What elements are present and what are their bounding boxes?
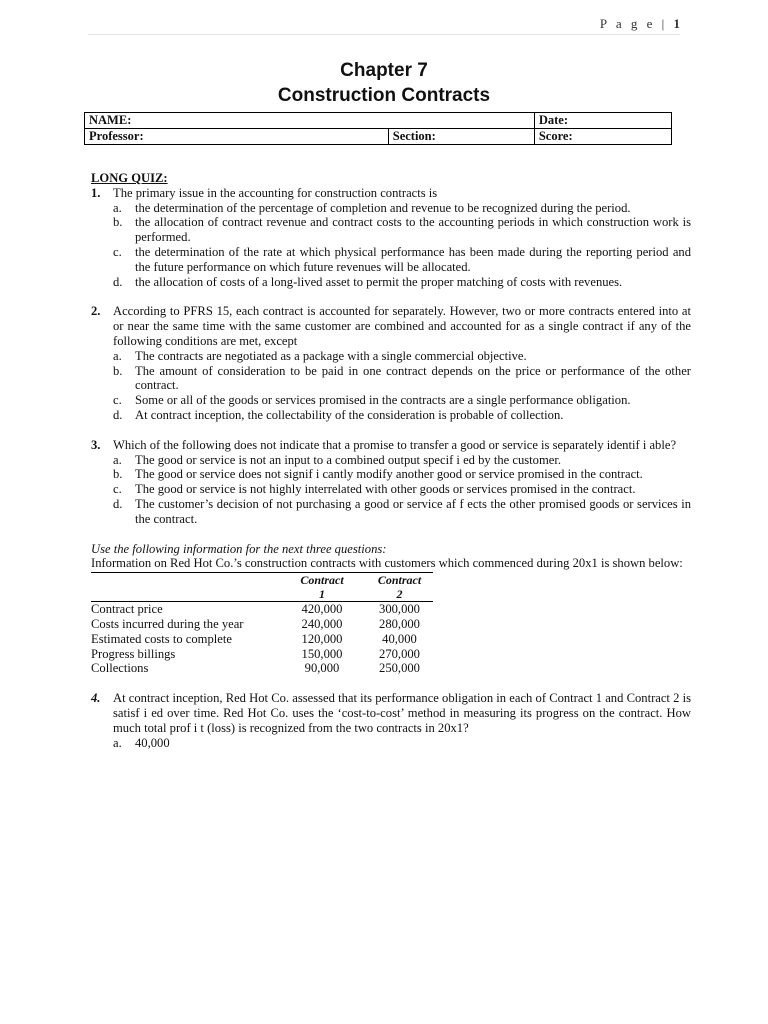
chapter-title: Chapter 7 — [340, 60, 428, 81]
score-field[interactable]: Score: — [534, 129, 671, 145]
question-number: 2. — [91, 304, 101, 319]
option-b[interactable] — [113, 215, 691, 245]
option-text: The good or service does not signif i cantly modify another good or service promised in the contract. — [135, 467, 643, 482]
contracts-table — [91, 572, 433, 676]
question-text: At contract inception, Red Hot Co. assessed that its performance obligation in each of Contract 1 and Contract 2 is satisf i ed over time. Red Hot Co. uses the ‘cost-to-cost’ method in measuring its progress on the contract. How much total prof i t (loss) is recognized from the two contracts in 20x1? — [113, 691, 691, 735]
option-letter: c. — [113, 244, 122, 259]
option-letter: b. — [113, 215, 123, 230]
option-text: The good or service is not highly interrelated with other goods or services promised in the contract. — [135, 482, 636, 497]
intro-text: Use the following information for the next three questions: — [91, 541, 387, 556]
page-header — [600, 16, 680, 32]
question-4 — [91, 691, 691, 750]
question-text: According to PFRS 15, each contract is accounted for separately. However, two or more contracts entered into at or near the same time with the same customer are combined and accounted for as a single contract if any of the following conditions are met, except — [113, 304, 691, 348]
option-d[interactable] — [113, 408, 691, 423]
page-label: P a g e | — [599, 16, 668, 31]
question-text: Which of the following does not indicate that a promise to transfer a good or service is separately identif i able? — [113, 437, 677, 452]
question-text: The primary issue in the accounting for construction contracts is — [113, 185, 438, 200]
option-text: Some or all of the goods or services promised in the contracts are a single performance obligation. — [135, 393, 631, 408]
option-letter: d. — [113, 496, 123, 511]
page-number: 1 — [673, 16, 680, 31]
professor-field[interactable]: Professor: — [85, 129, 389, 145]
option-text: The contracts are negotiated as a package with a single commercial objective. — [135, 348, 527, 363]
option-letter: b. — [113, 363, 123, 378]
option-text: At contract inception, the collectability of the consideration is probable of collection. — [135, 407, 564, 422]
title-block — [0, 58, 768, 108]
option-c[interactable] — [113, 482, 691, 497]
question-3 — [91, 438, 691, 527]
option-letter: a. — [113, 348, 122, 363]
name-field[interactable]: NAME: — [85, 113, 535, 129]
table-row: Estimated costs to complete 120,000 40,000 — [91, 631, 417, 646]
option-d[interactable] — [113, 275, 691, 290]
date-field[interactable]: Date: — [534, 113, 671, 129]
option-text: The customer’s decision of not purchasing a good or service af f ects the other promised goods or services in the contract. — [135, 496, 691, 526]
student-info-table — [84, 112, 672, 145]
section-field[interactable]: Section: — [388, 129, 534, 145]
option-c[interactable] — [113, 245, 691, 275]
option-text: 40,000 — [135, 735, 170, 750]
table-row: Costs incurred during the year 240,000 280,000 — [91, 616, 420, 631]
option-text: the allocation of contract revenue and contract costs to the accounting periods in which construction work is performed. — [135, 215, 691, 245]
info-text: Information on Red Hot Co.’s construction contracts with customers which commenced during 20x1 is shown below: — [91, 556, 683, 571]
option-text: the determination of the percentage of completion and revenue to be recognized during the period. — [135, 200, 631, 215]
option-letter: d. — [113, 274, 123, 289]
question-1 — [91, 186, 691, 290]
option-text: The amount of consideration to be paid in one contract depends on the price or performance of the other contract. — [135, 363, 691, 393]
option-letter: d. — [113, 407, 123, 422]
option-c[interactable] — [113, 393, 691, 408]
table-row: Contract price 420,000 300,000 — [91, 602, 420, 617]
header-divider — [88, 34, 680, 35]
question-number: 4. — [91, 691, 101, 706]
option-b[interactable] — [113, 467, 691, 482]
option-text: the allocation of costs of a long-lived asset to permit the proper matching of costs with revenues. — [135, 274, 623, 289]
option-letter: c. — [113, 482, 122, 497]
option-letter: b. — [113, 467, 123, 482]
option-letter: c. — [113, 393, 122, 408]
chapter-subtitle: Construction Contracts — [277, 85, 491, 106]
option-a[interactable] — [113, 201, 691, 216]
option-letter: a. — [113, 452, 122, 467]
quiz-heading: LONG QUIZ: — [91, 171, 168, 185]
option-text: the determination of the rate at which physical performance has been made during the reporting period and the future performance on which future revenues will be allocated. — [135, 244, 691, 274]
header-contract-1: Contract 1 — [278, 573, 366, 602]
option-a[interactable] — [113, 453, 691, 468]
option-letter: a. — [113, 200, 122, 215]
question-number: 3. — [91, 437, 101, 452]
quiz-content — [91, 171, 691, 750]
option-letter: a. — [113, 735, 122, 750]
table-row: Collections 90,000 250,000 — [91, 661, 420, 676]
header-contract-2: Contract 2 — [366, 573, 433, 602]
table-row: Progress billings 150,000 270,000 — [91, 646, 420, 661]
option-a[interactable] — [113, 736, 691, 751]
option-text: The good or service is not an input to a combined output specif i ed by the customer. — [135, 452, 561, 467]
option-b[interactable] — [113, 364, 691, 394]
option-d[interactable] — [113, 497, 691, 527]
question-number: 1. — [91, 185, 101, 200]
question-2 — [91, 304, 691, 422]
option-a[interactable] — [113, 349, 691, 364]
